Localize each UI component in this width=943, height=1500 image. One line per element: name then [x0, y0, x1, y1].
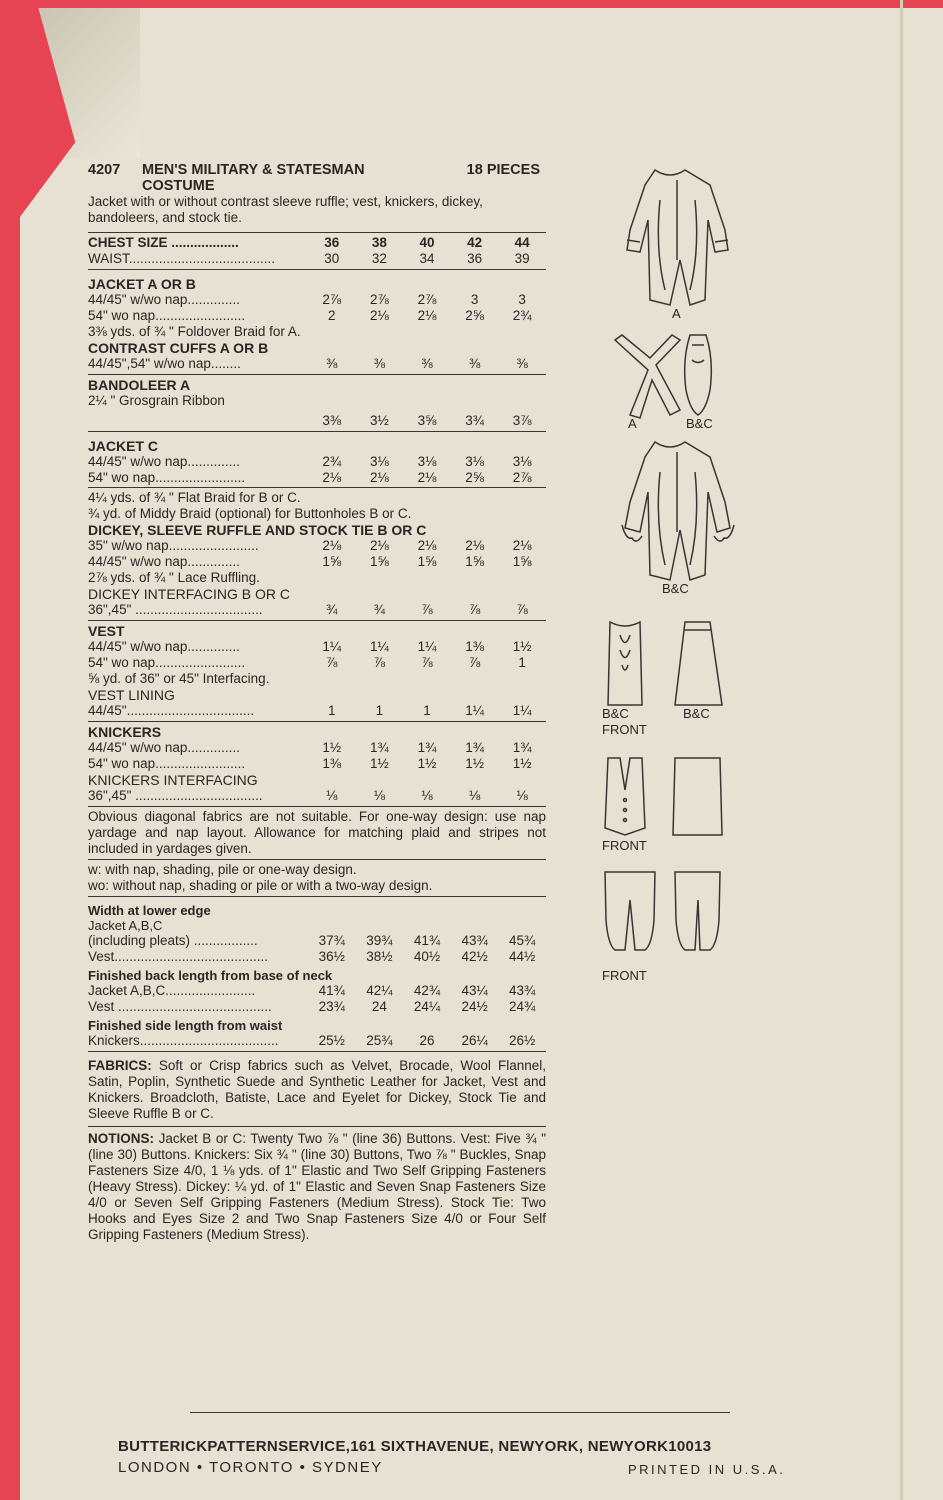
measure-row	[88, 949, 546, 965]
vest-lining-title: VEST LINING	[88, 687, 175, 703]
yardage-value: 1¼	[322, 639, 342, 654]
measure-value: 41¾	[413, 933, 441, 948]
measure-value: 36½	[318, 949, 345, 964]
yardage-value: 2⅛	[322, 538, 342, 553]
printed-in: PRINTED IN U.S.A.	[628, 1462, 786, 1477]
yardage-value: 1½	[465, 756, 484, 771]
measure-value: 24	[371, 999, 387, 1014]
yardage-value: ⅜	[468, 356, 481, 371]
row-label: Vest .........................................	[88, 999, 272, 1014]
pattern-number: 4207	[88, 162, 121, 178]
yardage-value: ⅜	[326, 356, 338, 371]
row-label: 54" wo nap........................	[88, 655, 246, 670]
pattern-description: Jacket with or without contrast sleeve ruffle; vest, knickers, dickey, bandoleers, and stock tie.	[88, 194, 546, 233]
measure-value: 24½	[461, 999, 488, 1014]
nap-legend-wo: wo: without nap, shading or pile or with a two-way design.	[88, 878, 433, 893]
yardage-value: 1⅝	[417, 554, 437, 569]
yardage-value: 1¾	[465, 740, 484, 755]
row-label: 35" w/wo nap........................	[88, 538, 259, 553]
bandoleer-section	[88, 377, 546, 432]
jacket-ab-title: JACKET A OR B	[88, 276, 196, 292]
yardage-value: 3	[470, 292, 479, 307]
waist-value: 39	[514, 251, 530, 266]
measure-value: 23¾	[318, 999, 345, 1014]
yardage-value: 1⅝	[322, 554, 342, 569]
lace-note: 2⅞ yds. of ¾ " Lace Ruffling.	[88, 570, 260, 585]
yardage-value: 2⅞	[370, 292, 389, 307]
yardage-value: ⅛	[326, 788, 338, 803]
yardage-value: ⅞	[326, 655, 338, 670]
chest-row	[88, 235, 546, 251]
yardage-row	[88, 655, 546, 671]
measure-value: 26	[419, 1033, 435, 1048]
row-label: 44/45" w/wo nap..............	[88, 454, 240, 469]
row-label: 44/45",54" w/wo nap........	[88, 356, 241, 371]
jacket-bc-label: B&C	[662, 581, 689, 596]
row-label: 54" wo nap........................	[88, 470, 246, 485]
knickers-interfacing-title: KNICKERS INTERFACING	[88, 772, 258, 788]
fabrics-text: Soft or Crisp fabrics such as Velvet, Brocade, Wool Flannel, Satin, Poplin, Synthetic Suede and Synthetic Leather for Jacket, Vest and Knickers. Broadcloth, Batiste, Lace and Eyelet for Dickey, Stock Tie and Sleeve Ruffle B or C.	[88, 1058, 546, 1121]
yardage-value: 1¾	[370, 740, 389, 755]
measure-value: 41¾	[318, 983, 345, 998]
yardage-value: ⅞	[516, 602, 528, 617]
measure-row	[88, 933, 546, 949]
middy-braid-note: ¾ yd. of Middy Braid (optional) for Buttonholes B or C.	[88, 506, 412, 521]
waist-value: 30	[324, 251, 340, 266]
cuffs-title: CONTRAST CUFFS A OR B	[88, 340, 269, 356]
fold-line	[900, 0, 903, 1500]
yardage-value: 1½	[512, 756, 532, 771]
yardage-value: 1	[423, 703, 431, 718]
row-label: Knickers.....................................	[88, 1033, 279, 1048]
measure-value: 38½	[366, 949, 393, 964]
yardage-row	[88, 756, 546, 772]
pattern-title: MEN'S MILITARY & STATESMAN	[142, 162, 365, 178]
waist-label: WAIST.......................................	[88, 251, 276, 266]
dickey-front-label: FRONT	[602, 722, 647, 737]
yardage-value: 3¾	[465, 413, 484, 428]
publisher-cities: LONDON • TORONTO • SYDNEY	[118, 1459, 383, 1476]
row-label: 54" wo nap........................	[88, 308, 246, 323]
yardage-value: 1¼	[512, 703, 532, 718]
yardage-value: 2⅝	[465, 470, 484, 485]
chest-value: 42	[467, 235, 483, 250]
measure-row	[88, 999, 546, 1015]
yardage-value: 1¾	[512, 740, 532, 755]
illustration-svg	[580, 160, 790, 1000]
yardage-value: ¾	[373, 602, 386, 617]
jacket-bc-illustration	[622, 442, 734, 580]
yardage-value: 3⅛	[465, 454, 484, 469]
braid-note: 3⅜ yds. of ¾ " Foldover Braid for A.	[88, 324, 301, 339]
yardage-value: ⅞	[373, 655, 386, 670]
measure-value: 44½	[509, 949, 536, 964]
yardage-value: 3⅛	[370, 454, 389, 469]
yardage-value: 2⅛	[512, 538, 532, 553]
width-title: Width at lower edge	[88, 903, 211, 918]
chest-value: 44	[514, 235, 530, 250]
knickers-title: KNICKERS	[88, 724, 162, 740]
row-label: 44/45" w/wo nap..............	[88, 740, 240, 755]
notions-label: NOTIONS:	[88, 1131, 154, 1146]
measure-value: 37¾	[318, 933, 345, 948]
yardage-chart	[88, 162, 546, 1243]
yardage-value: 1	[518, 655, 526, 670]
chest-value: 40	[419, 235, 435, 250]
jacket-label: Jacket A,B,C	[88, 918, 163, 933]
measure-value: 26¼	[461, 1033, 488, 1048]
notions-text: Jacket B or C: Twenty Two ⅞ " (line 36) Buttons. Vest: Five ¾ " (line 30) Buttons. Knickers: Six ¾ " (line 30) Buttons, Two ⅞ " Buckles, Snap Fasteners Size 4/0, 1 ⅛ yds. of 1" Elastic and Two Self Gripping Fasteners (Heavy Stress). Dickey: ¼ yd. of 1" Elastic and Seven Snap Fasteners Size 4/0 or Seven Self Gripping Fasteners (Medium Stress). Stock Tie: Two Hooks and Eyes Size 2 and Two Snap Fasteners Size 4/0 or Four Self Gripping Fasteners (Medium Stress).	[88, 1131, 546, 1242]
measurements-section	[88, 899, 546, 1052]
jacket-c-section	[88, 434, 546, 522]
dickey-illustration	[608, 622, 642, 705]
sleeve-label: B&C	[686, 416, 713, 431]
jacket-c-title: JACKET C	[88, 438, 159, 454]
yardage-value: 1	[328, 703, 336, 718]
yardage-value: 3⅜	[322, 413, 342, 428]
row-label: 36",45" ..................................	[88, 788, 263, 803]
yardage-value: 1¼	[417, 639, 437, 654]
yardage-value: 2⅛	[370, 538, 389, 553]
pattern-title-line2: COSTUME	[142, 178, 215, 194]
row-label	[88, 413, 308, 429]
measure-value: 42¾	[413, 983, 441, 998]
flat-braid-note: 4¼ yds. of ¾ " Flat Braid for B or C.	[88, 490, 301, 505]
waist-row	[88, 251, 546, 267]
yardage-value: 2⅞	[322, 292, 342, 307]
yardage-value: 1¼	[465, 703, 484, 718]
jacket-ab-section	[88, 272, 546, 375]
row-label: Jacket A,B,C........................	[88, 983, 256, 998]
measure-row	[88, 983, 546, 999]
yardage-value: 1½	[370, 756, 389, 771]
yardage-value: 3⅛	[512, 454, 532, 469]
fabrics-label: FABRICS:	[88, 1058, 152, 1073]
notions-block	[88, 1129, 546, 1243]
row-label: 44/45" w/wo nap..............	[88, 554, 240, 569]
measure-value: 26½	[509, 1033, 536, 1048]
dickey-interfacing-title: DICKEY INTERFACING B OR C	[88, 586, 290, 602]
yardage-value: ⅞	[421, 655, 433, 670]
yardage-value: 2⅛	[465, 538, 484, 553]
vest-illustration	[605, 758, 722, 835]
waist-value: 34	[419, 251, 435, 266]
yardage-value: 2⅛	[370, 470, 389, 485]
yardage-value: 3½	[370, 413, 389, 428]
row-label: 44/45" w/wo nap..............	[88, 639, 240, 654]
row-label: 54" wo nap........................	[88, 756, 246, 771]
yardage-row	[88, 740, 546, 756]
jacket-a-label: A	[672, 306, 681, 321]
yardage-row	[88, 292, 546, 308]
yardage-row	[88, 554, 546, 570]
yardage-row	[88, 538, 546, 554]
yardage-row	[88, 788, 546, 804]
measure-value: 24¼	[413, 999, 441, 1014]
yardage-value: 1⅝	[465, 554, 484, 569]
yardage-value: 1½	[322, 740, 342, 755]
measure-value: 39¾	[366, 933, 393, 948]
garment-illustrations	[580, 160, 790, 1000]
sleeve-ruffle-illustration	[685, 335, 712, 415]
yardage-row	[88, 356, 546, 372]
bandoleer-label: A	[628, 416, 637, 431]
measure-value: 45¾	[509, 933, 536, 948]
yardage-value: 2⅝	[465, 308, 484, 323]
yardage-value: ¾	[326, 602, 338, 617]
yardage-value: ⅛	[421, 788, 433, 803]
yardage-value: ⅛	[468, 788, 481, 803]
knickers-section	[88, 724, 546, 807]
measure-value: 43¾	[461, 933, 488, 948]
diagonal-note: Obvious diagonal fabrics are not suitable. For one-way design: use nap yardage and nap layout. Allowance for matching plaid and stripes not included in yardages given.	[88, 809, 546, 860]
yardage-value: 3	[518, 292, 526, 307]
yardage-row	[88, 602, 546, 618]
yardage-value: 2⅛	[417, 470, 437, 485]
chest-value: 36	[324, 235, 340, 250]
yardage-value: 2⅛	[417, 538, 437, 553]
yardage-value: 2⅞	[512, 470, 532, 485]
row-label: (including pleats) .................	[88, 933, 258, 948]
fabrics-block	[88, 1054, 546, 1127]
row-label: 44/45" w/wo nap..............	[88, 292, 240, 307]
vest-title: VEST	[88, 623, 125, 639]
yardage-value: 1⅝	[370, 554, 389, 569]
interfacing-note: ⅝ yd. of 36" or 45" Interfacing.	[88, 671, 270, 686]
yardage-value: 2⅞	[417, 292, 437, 307]
yardage-value: 1⅝	[512, 554, 532, 569]
pattern-header	[88, 162, 546, 178]
measure-value: 24¾	[509, 999, 536, 1014]
measure-value: 25¾	[366, 1033, 393, 1048]
yardage-row	[88, 413, 546, 429]
yardage-value: 1½	[512, 639, 532, 654]
nap-legend-w: w: with nap, shading, pile or one-way design.	[88, 862, 357, 877]
yardage-value: ⅞	[468, 655, 481, 670]
measure-row	[88, 1033, 546, 1049]
dickey-title: DICKEY, SLEEVE RUFFLE AND STOCK TIE B OR C	[88, 522, 427, 538]
yardage-value: ⅜	[373, 356, 386, 371]
row-label: 36",45" ..................................	[88, 602, 263, 617]
yardage-value: 3⅝	[417, 413, 437, 428]
bandoleer-label: 2¼ " Grosgrain Ribbon	[88, 393, 225, 408]
yardage-row	[88, 308, 546, 324]
side-length-title: Finished side length from waist	[88, 1018, 283, 1033]
pieces-count: 18 PIECES	[466, 162, 540, 178]
yardage-value: ⅞	[421, 602, 433, 617]
tie-label: B&C	[683, 706, 710, 721]
knickers-illustration	[605, 872, 720, 950]
yardage-value: 2⅛	[370, 308, 389, 323]
waist-value: 36	[467, 251, 483, 266]
knickers-front-label: FRONT	[602, 968, 647, 983]
measure-value: 43¾	[509, 983, 536, 998]
nap-legend	[88, 862, 546, 897]
size-section	[88, 235, 546, 270]
yardage-value: ⅞	[468, 602, 481, 617]
yardage-value: 1½	[417, 756, 437, 771]
vest-section	[88, 623, 546, 722]
yardage-value: 3⅛	[417, 454, 437, 469]
yardage-value: ⅛	[516, 788, 528, 803]
dickey-label: B&C	[602, 706, 629, 721]
bandoleer-title: BANDOLEER A	[88, 377, 191, 393]
yardage-value: 1	[375, 703, 384, 718]
dickey-section	[88, 522, 546, 621]
measure-value: 25½	[318, 1033, 345, 1048]
yardage-value: 1¾	[417, 740, 437, 755]
yardage-row	[88, 639, 546, 655]
yardage-row	[88, 470, 546, 488]
chest-label: CHEST SIZE ..................	[88, 235, 239, 250]
yardage-value: 3⅞	[512, 413, 532, 428]
waist-value: 32	[371, 251, 387, 266]
footer-rule	[190, 1412, 730, 1413]
yardage-value: 1⅜	[465, 639, 484, 654]
yardage-value: 1⅜	[322, 756, 342, 771]
measure-value: 42¼	[366, 983, 393, 998]
yardage-value: 2⅛	[417, 308, 437, 323]
measure-value: 40½	[413, 949, 441, 964]
bandoleer-illustration	[615, 335, 680, 418]
yardage-value: ⅛	[373, 788, 386, 803]
measure-value: 42½	[461, 949, 488, 964]
yardage-value: ⅜	[516, 356, 528, 371]
publisher-address: BUTTERICKPATTERNSERVICE,161 SIXTHAVENUE, NEWYORK, NEWYORK10013	[118, 1438, 712, 1455]
chest-value: 38	[371, 235, 387, 250]
yardage-row	[88, 703, 546, 719]
back-length-title: Finished back length from base of neck	[88, 968, 333, 983]
yardage-value: 2	[328, 308, 336, 323]
row-label: Vest.........................................	[88, 949, 269, 964]
yardage-value: ⅜	[421, 356, 433, 371]
stock-tie-illustration	[675, 622, 722, 705]
yardage-value: 2⅛	[322, 470, 342, 485]
yardage-value: 2¾	[322, 454, 342, 469]
row-label: 44/45"..................................	[88, 703, 255, 718]
jacket-a-illustration	[627, 170, 728, 305]
vest-front-label: FRONT	[602, 838, 647, 853]
yardage-value: 2¾	[512, 308, 532, 323]
yardage-row	[88, 454, 546, 470]
yardage-value: 1¼	[370, 639, 389, 654]
measure-value: 43¼	[461, 983, 488, 998]
